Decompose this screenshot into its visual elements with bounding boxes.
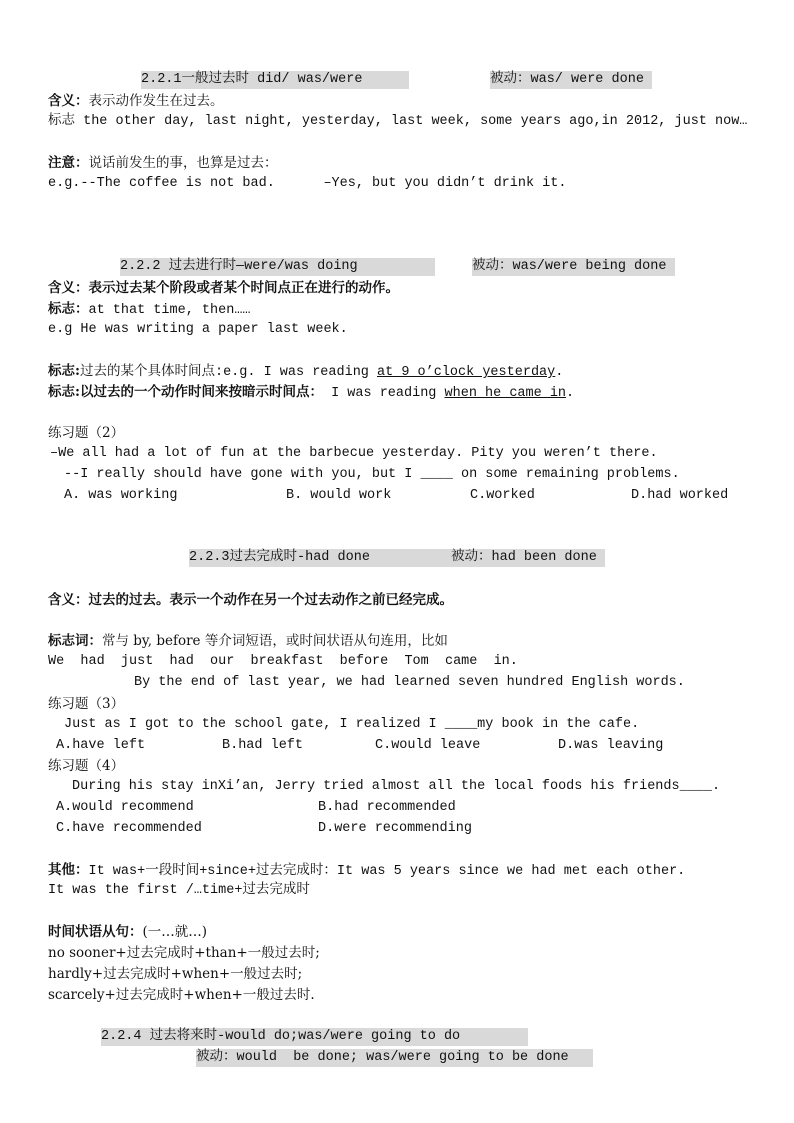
- option-c: C.worked: [470, 488, 535, 503]
- section-heading-past-perfect: [189, 549, 605, 567]
- passive-form-future-in-past: 被动：would be done; was/were going to be done: [196, 1049, 593, 1067]
- signal-label: 标志词：: [48, 633, 102, 649]
- signal-label: 标志:以过去的一个动作时间来按暗示时间点：: [48, 384, 323, 400]
- signal-line: [48, 300, 251, 320]
- meaning-line: [48, 92, 224, 110]
- example-line-2: By the end of last year, we had learned seven hundred English words.: [134, 675, 685, 690]
- option-b: B.had recommended: [318, 800, 456, 815]
- clause-rule-2: hardly+过去完成时+when+一般过去时;: [48, 966, 303, 982]
- clause-rule-3: scarcely+过去完成时+when+一般过去时.: [48, 987, 315, 1003]
- exercise-title-3: 练习题（3）: [48, 696, 125, 712]
- passive-form-past-continuous: 被动：was/were being done: [472, 258, 675, 276]
- period: .: [555, 365, 564, 380]
- exercise-title: 练习题（2）: [48, 425, 125, 441]
- signal-line-2: [48, 362, 563, 382]
- section-heading-past-simple: 2.2.1一般过去时 did/ was/were: [141, 71, 409, 89]
- signal-line: [48, 632, 448, 650]
- option-d: D.was leaving: [558, 738, 664, 753]
- meaning-label: 含义：: [48, 280, 89, 296]
- option-d: D.had worked: [631, 488, 729, 503]
- meaning-line: 含义：过去的过去。表示一个动作在另一个过去动作之前已经完成。: [48, 592, 453, 608]
- passive-form-past-perfect: 被动：had been done: [451, 550, 597, 565]
- clause-rule-1: no sooner+过去完成时+than+一般过去时;: [48, 945, 320, 961]
- question-line-2: --I really should have gone with you, but I ____ on some remaining problems.: [64, 467, 680, 482]
- exercise-title-4: 练习题（4）: [48, 758, 125, 774]
- signal-text: the other day, last night, yesterday, last week, some years ago,in 2012, just now…: [75, 114, 748, 129]
- example-line-1: We had just had our breakfast before Tom came in.: [48, 654, 518, 669]
- option-a: A.have left: [56, 738, 146, 753]
- signal-label: 标志:: [48, 363, 80, 379]
- clause-label: 时间状语从句：: [48, 924, 143, 940]
- meaning-label: 含义：: [48, 93, 89, 109]
- signal-line: [48, 113, 747, 131]
- signal-text: 过去的某个具体时间点:e.g. I was reading: [79, 365, 378, 380]
- other-label: 其他：: [48, 862, 89, 878]
- signal-text: 常与 by, before 等介词短语，或时间状语从句连用，比如: [102, 633, 448, 649]
- signal-line-3: [48, 383, 574, 403]
- meaning-text: 表示过去某个阶段或者某个时间点正在进行的动作。: [88, 280, 399, 296]
- meaning-text: 表示动作发生在过去。: [88, 93, 224, 109]
- underlined-phrase: at 9 o’clock yesterday: [377, 365, 556, 380]
- signal-label: 标志：: [48, 301, 89, 317]
- option-b: B.had left: [222, 738, 304, 753]
- note-label: 注意：: [48, 155, 89, 171]
- section-heading-past-continuous: 2.2.2 过去进行时—were/was doing: [120, 258, 435, 276]
- other-text: It was+一段时间+since+过去完成时：It was 5 years since we had met each other.: [88, 864, 686, 879]
- other-line-2: It was the first /…time+过去完成时: [48, 883, 310, 898]
- option-c: C.have recommended: [56, 821, 202, 836]
- signal-text: I was reading: [322, 386, 445, 401]
- exercise-4-question: During his stay inXi’an, Jerry tried almost all the local foods his friends____.: [72, 779, 721, 794]
- option-b: B. would work: [286, 488, 392, 503]
- signal-text: at that time, then……: [88, 303, 251, 318]
- example-line: e.g.--The coffee is not bad. –Yes, but you didn’t drink it.: [48, 176, 567, 191]
- signal-label: 标志: [48, 114, 75, 129]
- option-c: C.would leave: [375, 738, 481, 753]
- note-text: 说话前发生的事，也算是过去：: [88, 155, 278, 171]
- other-line: [48, 861, 685, 881]
- meaning-line: [48, 279, 399, 297]
- example-line: e.g He was writing a paper last week.: [48, 322, 348, 337]
- clause-line: [48, 923, 207, 941]
- period: .: [566, 386, 575, 401]
- passive-form-past-simple: 被动：was/ were done: [490, 71, 652, 89]
- option-a: A.would recommend: [56, 800, 194, 815]
- note-line: [48, 154, 278, 172]
- underlined-phrase: when he came in: [444, 386, 567, 401]
- exercise-3-question: Just as I got to the school gate, I realized I ____my book in the cafe.: [64, 717, 640, 732]
- question-line-1: –We all had a lot of fun at the barbecue yesterday. Pity you weren’t there.: [50, 446, 658, 461]
- clause-text: (一…就…): [142, 924, 208, 940]
- heading-text: 2.2.3过去完成时-had done: [189, 550, 370, 565]
- option-a: A. was working: [64, 488, 178, 503]
- option-d: D.were recommending: [318, 821, 472, 836]
- section-heading-future-in-past: 2.2.4 过去将来时-would do;was/were going to do: [101, 1028, 528, 1046]
